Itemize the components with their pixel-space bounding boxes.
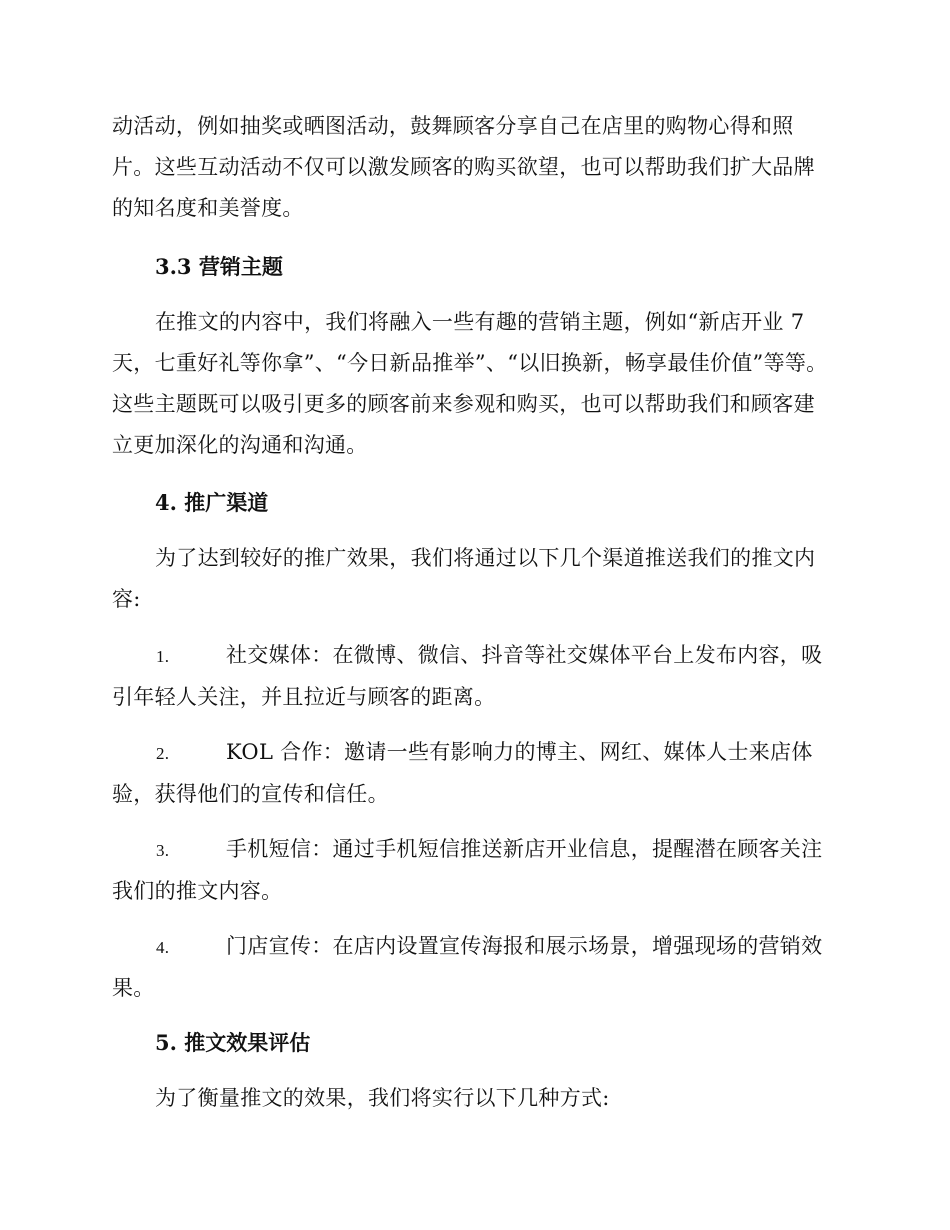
list-number: 2. (156, 744, 170, 763)
list-item-text: 手机短信：通过手机短信推送新店开业信息，提醒潜在顾客关注我们的推文内容。 (112, 837, 823, 903)
heading-evaluation: 5. 推文效果评估 (155, 1030, 311, 1055)
list-number: 3. (156, 841, 170, 860)
list-item-text: KOL 合作：邀请一些有影响力的博主、网红、媒体人士来店体验，获得他们的宣传和信任。 (112, 740, 813, 806)
list-item-text: 门店宣传：在店内设置宣传海报和展示场景，增强现场的营销效果。 (112, 934, 823, 1000)
list-item-text: 社交媒体：在微博、微信、抖音等社交媒体平台上发布内容，吸引年轻人关注，并且拉近与顾客的距离。 (112, 643, 823, 709)
list-item-kol (112, 732, 836, 815)
list-number: 1. (156, 647, 170, 666)
heading-marketing-themes: 3.3 营销主题 (155, 254, 283, 279)
list-item-sms (112, 829, 836, 912)
list-number: 4. (156, 938, 170, 957)
list-item-store-promotion (112, 926, 836, 1009)
paragraph-promotion-channels: 为了达到较好的推广效果，我们将通过以下几个渠道推送我们的推文内容: (112, 546, 816, 611)
heading-promotion-channels: 4. 推广渠道 (155, 490, 269, 515)
list-item-social-media (112, 635, 836, 718)
paragraph-interactive-activities: 动活动，例如抽奖或晒图活动，鼓舞顾客分享自己在店里的购物心得和照片。这些互动活动不仅可以激发顾客的购买欲望，也可以帮助我们扩大品牌的知名度和美誉度。 (112, 114, 815, 220)
paragraph-evaluation: 为了衡量推文的效果，我们将实行以下几种方式: (155, 1086, 610, 1110)
paragraph-marketing-themes: 在推文的内容中，我们将融入一些有趣的营销主题，例如“新店开业 7 天，七重好礼等你拿”、“今日新品推举”、“以旧换新，畅享最佳价值”等等。这些主题既可以吸引更多的顾客前来参观和购买，也可以帮助我们和顾客建立更加深化的沟通和沟通。 (112, 310, 828, 457)
